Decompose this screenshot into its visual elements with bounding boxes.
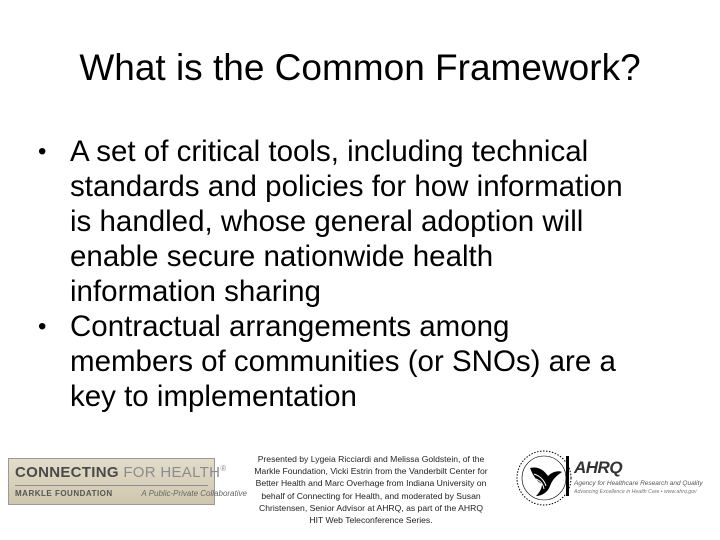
bullet-line: key to implementation xyxy=(70,380,357,413)
bullet-line: enable secure nationwide health xyxy=(70,240,494,273)
credit-line: Christensen, Senior Advisor at AHRQ, as part of the AHRQ xyxy=(258,502,483,513)
cfh-word-connecting: CONNECTING xyxy=(15,464,119,481)
ahrq-full-name: Agency for Healthcare Research and Quality xyxy=(574,480,703,487)
presenter-credit xyxy=(226,453,516,526)
bullet-line: A set of critical tools, including technical xyxy=(70,135,589,168)
bullet-line: Contractual arrangements among xyxy=(70,310,510,343)
ahrq-logo-name: AHRQ xyxy=(574,458,623,477)
bullet-line: members of communities (or SNOs) are a xyxy=(70,345,616,378)
bullet-item xyxy=(38,309,678,414)
bullet-dot-icon: • xyxy=(38,138,47,165)
hhs-seal-icon xyxy=(514,448,574,508)
cfh-logo-subline xyxy=(15,489,247,498)
cfh-logo-wordmark xyxy=(15,464,226,481)
credit-line: Better Health and Marc Overhage from Indiana University on xyxy=(255,478,487,489)
cfh-tagline: A Public-Private Collaborative xyxy=(141,489,247,498)
ahrq-logo xyxy=(566,456,714,508)
bullet-dot-icon: • xyxy=(38,313,47,340)
credit-line: Presented by Lygeia Ricciardi and Melissa Goldstein, of the xyxy=(257,454,485,464)
connecting-for-health-logo xyxy=(8,458,247,505)
credit-line: Markle Foundation, Vicki Estrin from the Vanderbilt Center for xyxy=(254,466,488,477)
ahrq-tagline: Advancing Excellence in Health Care • www.ahrq.gov xyxy=(574,489,697,495)
trademark-icon: ® xyxy=(220,464,227,473)
bullet-item xyxy=(38,134,678,309)
slide-footer xyxy=(0,440,720,540)
cfh-word-for-health: FOR HEALTH xyxy=(123,464,221,481)
ahrq-logo-bar xyxy=(566,456,569,496)
bullet-line: is handled, whose general adoption will xyxy=(70,205,584,238)
credit-line: behalf of Connecting for Health, and moderated by Susan xyxy=(261,490,481,501)
credit-line: HIT Web Teleconference Series. xyxy=(309,515,433,526)
bullet-list xyxy=(38,134,678,414)
cfh-logo-divider xyxy=(15,485,208,486)
bullet-line: standards and policies for how information xyxy=(70,170,623,203)
bullet-line: information sharing xyxy=(70,275,321,308)
cfh-org-name: MARKLE FOUNDATION xyxy=(15,489,113,498)
slide-title: What is the Common Framework? xyxy=(79,47,641,88)
